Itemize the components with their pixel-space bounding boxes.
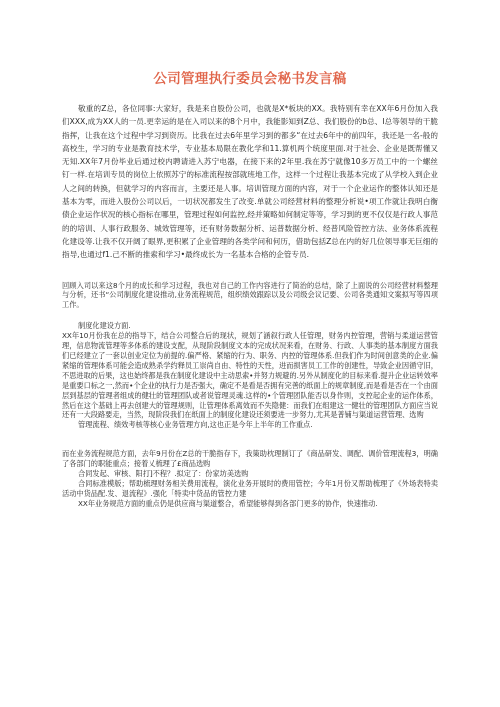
paragraph-7: 合同发起、审核、阳打]不程？.拟定了：份家坊美选购: [78, 469, 249, 479]
paragraph-3: 制度化建设方面.: [78, 321, 131, 331]
paragraph-4: XX年10月份我在总的指导下，结合公司整合后的现状，规划了涵叙行政人任管理，财务内控管理，营销与柔道运营管理，信息物流管理等多体系的建设支配，从现阶段制度文本的完成状况来看，在财务、行政、人事类的基本制度方面我们已经建立了一套以创业定位为前提的.偏严格、紧缩的行为、职务、内控的管理体系.但我们作为时间创意类的企业.偏紧缩的管理体系可能会造成熟杀学约释员工崇尚自由、特性的天性，进而损害员工工作的创建性，导致企业因循守旧，不思进取的后果，这也始终都是我在制度化建设中主动思索•并努力规避的.另外从制度化的目标来看.提升企业运转效率是重要口标之一,然而•个企业的执行力是否强大，确定不是看是否拥有完善的纸面上的规章制度,而是看是否在一个由面层到基层的管理者组成的健壮的管理团队或者说管理灵魂.这样的•个管理团队能否以身作则，支控起企业的运作体系，然后在这个基础上再去创建大的管理规则，让管理体系离效而不失隐健：而我们在组建这一健壮的管理团队方面应当说还有一大段路要走，当然，现阶段我们在纸面上的制度化建设还须要进一步努力,尤其是普铺与渠道运营管理、选购: [62, 331, 438, 420]
spacer: [62, 430, 438, 449]
paragraph-5: 管理流程、绩效考核等核心业务管理方向,这也正是今年上半年的工作重点.: [78, 420, 313, 430]
paragraph-8: 合同标准模版；帮助梳理财务相关费用流程，演化业务开展时的费用管控；今年1月份又帮助梳理了《外场表特卖活动中货品配.发、退流程》.强化「特卖中货品的管控力建: [62, 478, 438, 498]
spacer: [62, 310, 438, 321]
paragraph-2: 回顾入司以来这8个月的成长和学习过程，我也对自己的工作内容进行了简治的总结，除了上面说的公司经营材料整理与分析，还书“公司制度化建设推动,业务流程规范，组织绩效跟踪以及公司级会议记要、公司各类通知文案拟写等四项工作。: [62, 280, 438, 310]
spacer: [62, 262, 438, 281]
paragraph-1: 敬重的Z总，各位同事:大家好，我是来自股份公司，也就是X*板块的XX。我特别有幸在XX年6月份加入我们XXX,成为XX人的一员.更幸运的是在入司以来的8个月中，我能影知到Z总、我们股份的b总、I总等领导的干脆指挥，让我在这个过程中学习到资历。比我在过去6年里学习到的都多“在过去6年中的前四年，我还是一名-般的高校生，学习的专业是教育技术学，专业基本局限在教化学和11.算机两个统度里面.对于社会、企业是既帮懂又无知.XX年7月份毕业后通过校内聘请进入苏宁电器，在接下来的2年里.我在苏宁就像10多万员工中的一个螺丝钉一样.在培训专员的岗位上依照苏宁的标准流程按部就班地工作，这样一个过程让我基本完成了从学校入到企业人之间的转换，但就学习的内容而言，主要还是人事。培训管现方面的内容，对于一个企业运作的整体认知还是基本为零，而进入股份公司以后，一切状况都发生了改变.单就公司经营材料的整理分析说•项工作就让我明白衡债企业运作状况的核心指标在哪里，管理过程如何监控,经并策略如何制定等等，学习到的更不仅仅是行政人事范的的培训、人事行政服务、城效管理等，还有财务数据分析、运普数据分析、经普风险管控方法、业务体系流程化建设等.让我不仅开阔了眼界,更积累了企业管理的各类学问和何历，借助包括Z总在内的好几位领导事无巨细的指导,也通过f1.己不断的推索和学习•最终成长为一名基本合格的企管专员.: [62, 104, 438, 260]
document-title: 公司管理执行委员会秘书发言稿: [153, 71, 347, 87]
paragraph-9: XX年业务规范方面的重点仍是供应商与渠道整合，希望能够得到各部门更多的协作，快速推动.: [78, 498, 378, 508]
paragraph-6: 而在业务流程规范方面，去年9月份在Z总的干脆指存下，我策助枕理制订了《商品研发、调配、调价管理流程3，明确了各部门的职能重点；接着乂梳理了£商品选购: [62, 449, 438, 469]
